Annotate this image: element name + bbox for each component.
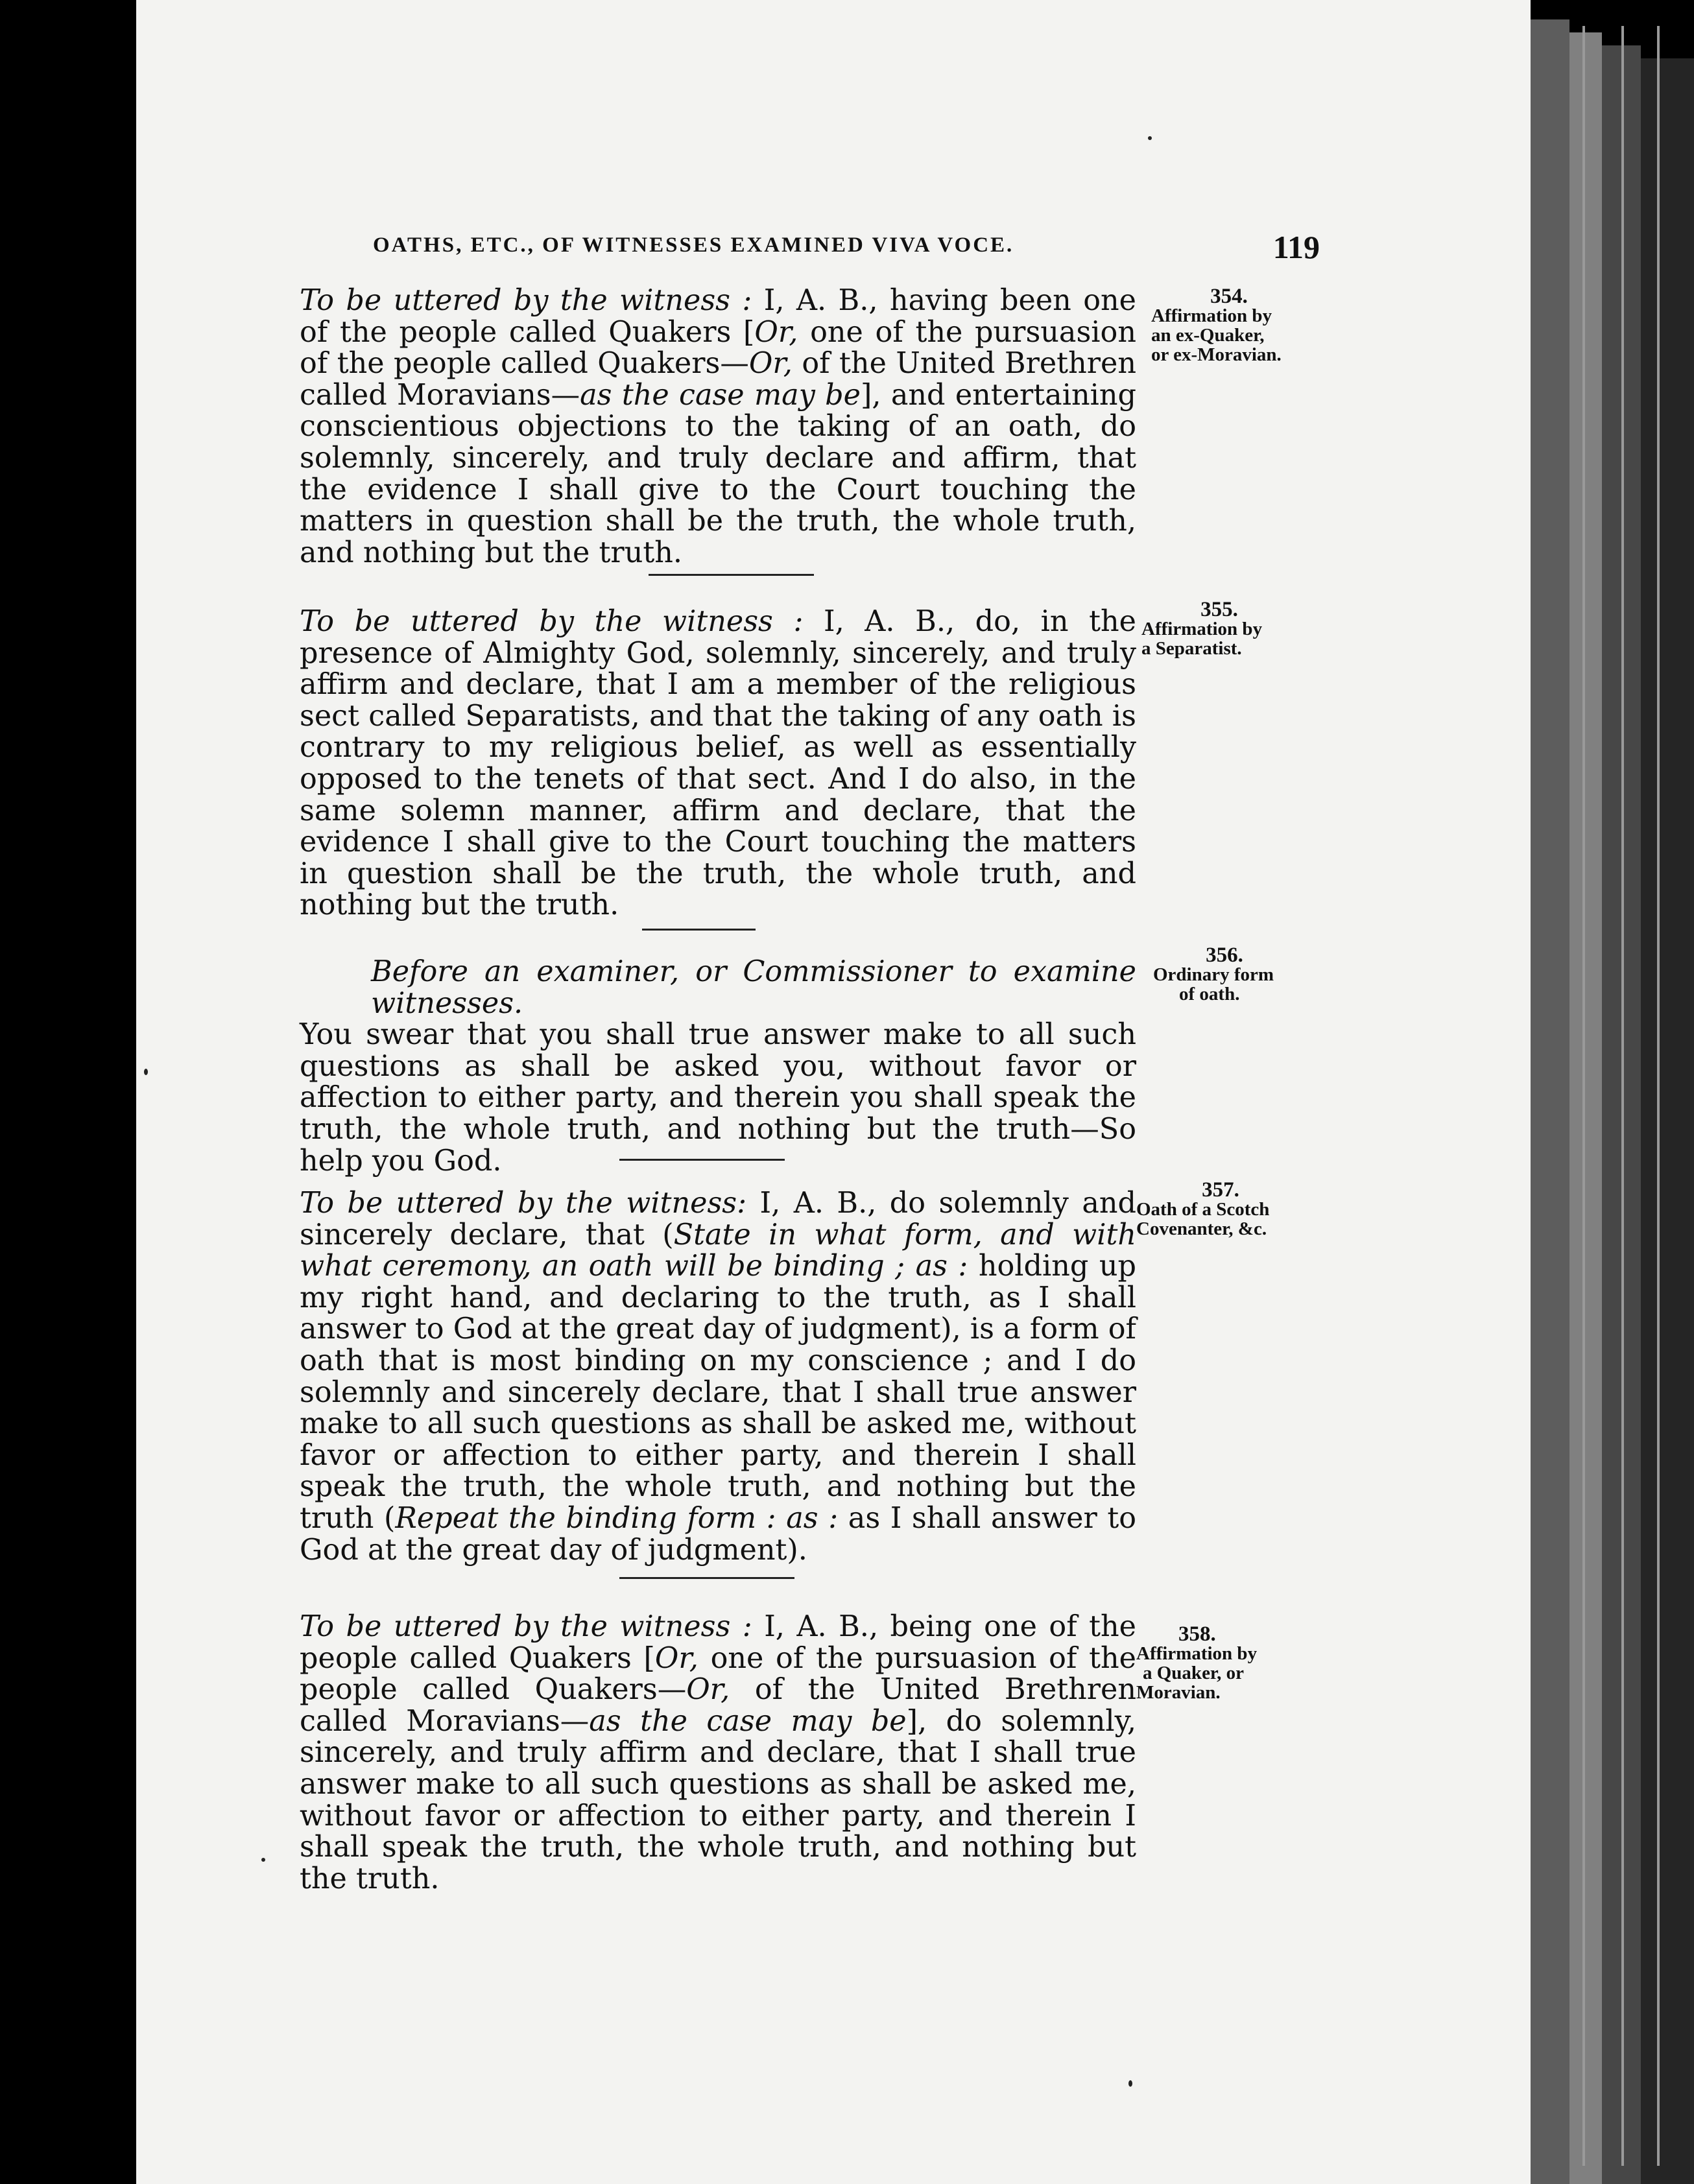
- margin-note-line: or ex-Moravian.: [1151, 344, 1282, 365]
- text-run: I, A. B., having been one of the people called Quakers [: [300, 284, 1136, 349]
- page-edge-line: [1621, 26, 1624, 2166]
- section-lead: Before an examiner, or Commissioner to examine witnesses.: [371, 955, 1136, 1020]
- margin-note-line: an ex-Quaker,: [1151, 325, 1265, 346]
- text-run: one of the pursuasion of the people called Quakers—: [300, 1641, 1136, 1707]
- margin-note-357: [1136, 1180, 1305, 1239]
- section-356-text: [300, 956, 1136, 1177]
- text-run-italic: Or,: [754, 315, 798, 349]
- speck: [1148, 136, 1152, 140]
- margin-note-355: [1141, 600, 1297, 658]
- section-number: 356.: [1206, 944, 1243, 967]
- margin-note-line: Affirmation by: [1136, 1643, 1258, 1664]
- margin-note-358: [1136, 1624, 1298, 1702]
- text-run: You swear that you shall true answer make to all such questions as shall be asked you, without favor or affection to either party, and therein you shall speak the truth, the whole truth, and nothing but the truth—So help you God.: [300, 1018, 1136, 1178]
- section-divider: [649, 574, 814, 576]
- margin-note-line: of oath.: [1179, 984, 1240, 1004]
- section-number: 358.: [1178, 1622, 1216, 1646]
- section-number: 355.: [1200, 598, 1238, 621]
- text-run: I, A. B., do solemnly and sincerely declare, that (: [300, 1187, 1136, 1252]
- page-edge: [1531, 19, 1569, 2184]
- margin-note-line: a Quaker, or: [1143, 1663, 1245, 1683]
- margin-note-356: [1153, 945, 1296, 1004]
- text-run-italic: Repeat the binding form : as :: [395, 1501, 839, 1535]
- text-run-italic: Or,: [654, 1641, 698, 1675]
- section-358-text: [300, 1611, 1136, 1895]
- speck: [261, 1858, 265, 1862]
- speck: [144, 1069, 148, 1075]
- text-run: of the United Brethren called Moravians—: [300, 1673, 1136, 1738]
- section-divider: [642, 929, 756, 931]
- text-run-italic: as the case may be: [589, 1704, 907, 1738]
- section-number: 354.: [1210, 285, 1248, 308]
- margin-note-354: [1151, 287, 1307, 364]
- text-run: ], and entertaining conscientious objections to the taking of an oath, do solemnly, sincerely, and truly declare and affirm, that the evidence I shall give to the Court touching the matters in question shall be the truth, the whole truth, and nothing but the truth.: [300, 378, 1136, 569]
- section-number: 357.: [1202, 1178, 1239, 1202]
- margin-note-line: a Separatist.: [1141, 638, 1242, 659]
- section-lead: To be uttered by the witness:: [300, 1187, 747, 1220]
- text-run-italic: Or,: [686, 1673, 730, 1707]
- text-run: of the United Brethren called Moravians—: [300, 347, 1136, 412]
- text-run-italic: as the case may be: [580, 378, 861, 412]
- text-run: ], do solemnly, sincerely, and truly affirm and declare, that I shall true answer make to all such questions as shall be asked me, without favor or affection to either party, and therein I shall speak the truth, the whole truth, and nothing but the truth.: [300, 1704, 1137, 1895]
- text-run: as I shall answer to God at the great day of judgment).: [300, 1501, 1137, 1567]
- speck: [1128, 2080, 1132, 2087]
- section-lead: To be uttered by the witness :: [300, 1610, 752, 1643]
- text-run-italic: State in what form, and with what ceremony, an oath will be binding ; as :: [300, 1218, 1136, 1283]
- section-divider: [619, 1159, 785, 1161]
- page-edge-line: [1657, 26, 1660, 2166]
- margin-note-line: Moravian.: [1136, 1682, 1221, 1703]
- running-head: OATHS, ETC., OF WITNESSES EXAMINED VIVA VOCE.: [373, 233, 1014, 257]
- section-lead: To be uttered by the witness :: [300, 605, 804, 638]
- section-355-text: [300, 606, 1136, 921]
- page-number: 119: [1272, 229, 1320, 265]
- text-run: holding up my right hand, and declaring to the truth, as I shall answer to God at the great day of judgment), is a form of oath that is most binding on my conscience ; and I do solemnly and sincerely declare, that I shall true answer make to all such questions as shall be asked me, without favor or affection to either party, and therein I shall speak the truth, the whole truth, and nothing but the truth (: [300, 1250, 1136, 1535]
- section-354-text: [300, 285, 1136, 569]
- margin-note-line: Oath of a Scotch: [1136, 1199, 1270, 1220]
- section-divider: [619, 1577, 794, 1579]
- text-run: one of the pursuasion of the people called Quakers—: [300, 315, 1136, 381]
- section-357-text: [300, 1188, 1136, 1566]
- page-edge: [1641, 58, 1694, 2184]
- text-run: I, A. B., do, in the presence of Almighty God, solemnly, sincerely, and truly affirm and declare, that I am a member of the religious sect called Separatists, and that the taking of any oath is contrary to my religious belief, as well as essentially opposed to the tenets of that sect. And I do also, in the same solemn manner, affirm and declare, that the evidence I shall give to the Court touching the matters in question shall be the truth, the whole truth, and nothing but the truth.: [300, 605, 1136, 922]
- margin-note-line: Affirmation by: [1151, 305, 1272, 326]
- page-header: [373, 228, 1320, 267]
- text-run: I, A. B., being one of the people called Quakers [: [300, 1610, 1137, 1675]
- section-lead: To be uttered by the witness :: [300, 284, 752, 317]
- margin-note-line: Ordinary form: [1153, 964, 1274, 985]
- margin-note-line: Covenanter, &c.: [1136, 1218, 1267, 1239]
- margin-note-line: Affirmation by: [1141, 619, 1263, 639]
- text-run-italic: Or,: [748, 347, 793, 381]
- page-edge: [1569, 32, 1602, 2184]
- page-edge-line: [1582, 26, 1585, 2166]
